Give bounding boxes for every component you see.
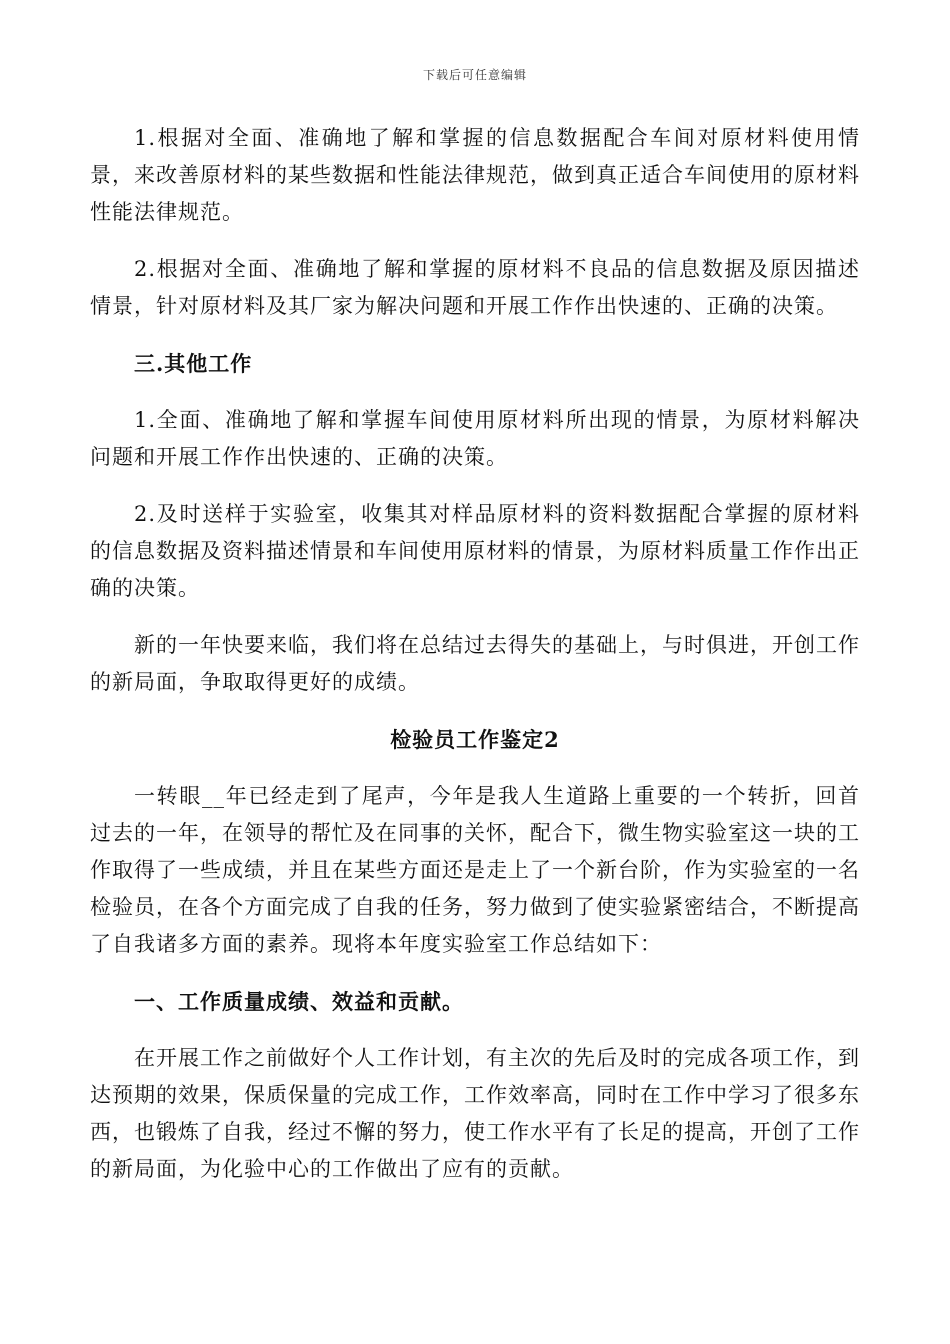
paragraph-5: 新的一年快要来临，我们将在总结过去得失的基础上，与时俱进，开创工作的新局面，争取取得更好的成绩。 [90, 633, 860, 694]
section-heading-other-work: 三.其他工作 [134, 351, 253, 376]
paragraph-1: 1.根据对全面、准确地了解和掌握的信息数据配合车间对原材料使用情景，来改善原材料的某些数据和性能法律规范，做到真正适合车间使用的原材料性能法律规范。 [90, 126, 860, 224]
paragraph-6: 一转眼__年已经走到了尾声，今年是我人生道路上重要的一个转折，回首过去的一年，在领导的帮忙及在同事的关怀，配合下，微生物实验室这一块的工作取得了一些成绩，并且在某些方面还是走上了一个新台阶，作为实验室的一名检验员，在各个方面完成了自我的任务，努力做到了使实验紧密结合，不断提高了自我诸多方面的素养。现将本年度实验室工作总结如下： [90, 784, 860, 956]
section-heading-work-quality: 一、工作质量成绩、效益和贡献。 [134, 989, 464, 1014]
paragraph-2: 2.根据对全面、准确地了解和掌握的原材料不良品的信息数据及原因描述情景，针对原材料及其厂家为解决问题和开展工作作出快速的、正确的决策。 [90, 257, 860, 318]
paragraph-7: 在开展工作之前做好个人工作计划，有主次的先后及时的完成各项工作，到达预期的效果，保质保量的完成工作，工作效率高，同时在工作中学习了很多东西，也锻炼了自我，经过不懈的努力，使工作水平有了长足的提高，开创了工作的新局面，为化验中心的工作做出了应有的贡献。 [90, 1046, 860, 1181]
paragraph-4: 2.及时送样于实验室，收集其对样品原材料的资料数据配合掌握的原材料的信息数据及资料描述情景和车间使用原材料的情景，为原材料质量工作作出正确的决策。 [90, 502, 860, 600]
header-note: 下载后可任意编辑 [422, 68, 527, 82]
document-body [90, 120, 860, 1208]
paragraph-3: 1.全面、准确地了解和掌握车间使用原材料所出现的情景，为原材料解决问题和开展工作作出快速的、正确的决策。 [90, 408, 860, 469]
document-title-2: 检验员工作鉴定2 [390, 727, 560, 752]
